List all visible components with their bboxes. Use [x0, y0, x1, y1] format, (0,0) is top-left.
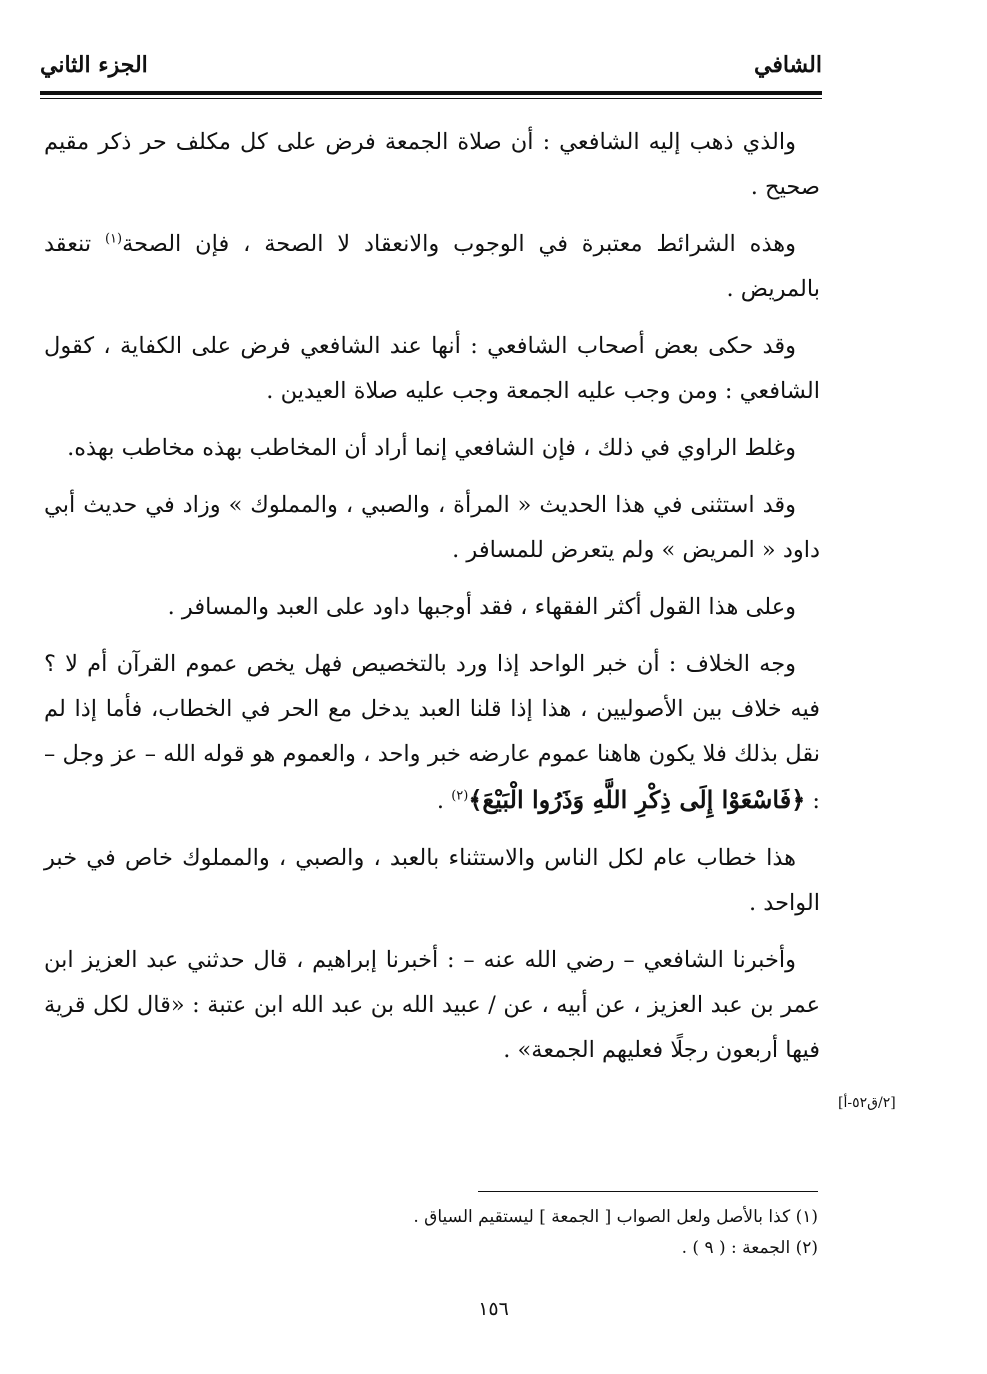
paragraph-7 — [44, 642, 820, 824]
footnote-2: (٢) الجمعة : ( ٩ ) . — [681, 1238, 818, 1258]
paragraph-2 — [44, 222, 820, 312]
volume-title: الجزء الثاني — [40, 52, 148, 78]
header-rule-thin — [40, 98, 822, 99]
paragraph-9: وأخبرنا الشافعي – رضي الله عنه – : أخبرنا إبراهيم ، قال حدثني عبد العزيز ابن عمر بن عبد العزيز ، عن أبيه ، عن / عبيد الله بن عبد الله ابن عتبة : «قال لكل قرية فيها أربعون رجلًا فعليهم الجمعة» . — [44, 947, 820, 1063]
paragraph-6: وعلى هذا القول أكثر الفقهاء ، فقد أوجبها داود على العبد والمسافر . — [167, 594, 796, 620]
paragraph-3: وقد حكى بعض أصحاب الشافعي : أنها عند الشافعي فرض على الكفاية ، كقول الشافعي : ومن وجب عليه الجمعة وجب عليه صلاة العيدين . — [44, 333, 820, 404]
running-head — [40, 52, 822, 92]
footnote-ref-1: (١) — [104, 231, 123, 247]
footnotes — [44, 1202, 818, 1264]
paragraph-2-text: وهذه الشرائط معتبرة في الوجوب والانعقاد لا الصحة ، فإن الصحة — [122, 231, 796, 257]
page-number: ١٥٦ — [478, 1298, 509, 1320]
footnote-separator — [478, 1191, 818, 1192]
quran-verse: ﴿فَاسْعَوْا إِلَى ذِكْرِ اللَّهِ وَذَرُوا الْبَيْعَ﴾ — [468, 785, 806, 814]
paragraph-4: وغلط الراوي في ذلك ، فإن الشافعي إنما أراد أن المخاطب بهذه مخاطب بهذه. — [67, 435, 796, 461]
paragraph-7-end: . — [436, 788, 452, 814]
paragraph-7-text: وجه الخلاف : أن خبر الواحد إذا ورد بالتخصيص فهل يخص عموم القرآن أم لا ؟ فيه خلاف بين الأصوليين ، هذا إذا قلنا العبد يدخل مع الحر في الخطاب، فأما إذا لم نقل بذلك فلا يكون هاهنا عموم عارضه خبر واحد ، والعموم هو قوله الله – عز وجل – : — [44, 651, 820, 814]
book-title: الشافي — [754, 52, 822, 78]
paragraph-2-end: تنعقد بالمريض . — [44, 231, 820, 302]
paragraph-5: وقد استثنى في هذا الحديث « المرأة ، والصبي ، والمملوك » وزاد في حديث أبي داود « المريض » ولم يتعرض للمسافر . — [44, 492, 820, 563]
paragraph-1: والذي ذهب إليه الشافعي : أن صلاة الجمعة فرض على كل مكلف حر ذكر مقيم صحيح . — [44, 129, 820, 200]
footnote-ref-2: (٢) — [451, 788, 469, 804]
paragraph-8: هذا خطاب عام لكل الناس والاستثناء بالعبد ، والصبي ، والمملوك خاص في خبر الواحد . — [44, 845, 820, 916]
header-rule-thick — [40, 91, 822, 95]
manuscript-margin-note: [٢/ق٥٢-أ] — [838, 1095, 896, 1111]
footnote-1: (١) كذا بالأصل ولعل الصواب [ الجمعة ] ليستقيم السياق . — [413, 1207, 818, 1227]
main-text — [44, 120, 820, 1085]
